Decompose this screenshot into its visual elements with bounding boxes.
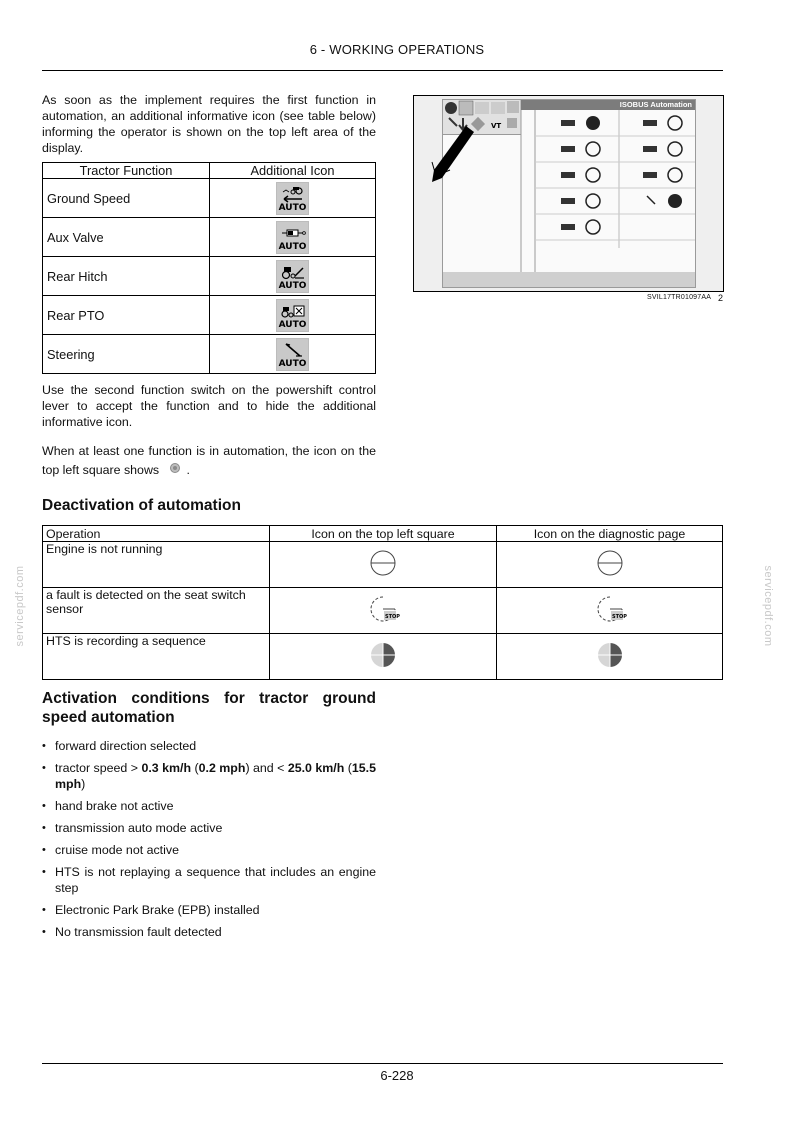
header-rule	[42, 70, 723, 71]
pointer-arrow-icon	[430, 124, 480, 184]
table-row	[43, 335, 376, 374]
isobus-screen-graphic	[443, 100, 695, 287]
isobus-automation-screenshot	[413, 95, 724, 292]
footer-rule	[42, 1063, 723, 1064]
aux-valve-auto-icon: AUTO	[276, 221, 309, 254]
list-item: • No transmission fault detected	[42, 924, 376, 940]
svg-text:STOP: STOP	[385, 614, 400, 620]
watermark-left: servicepdf.com	[14, 565, 26, 647]
activation-conditions-list	[42, 738, 376, 946]
page-number: 6-228	[380, 1068, 414, 1083]
table-row	[43, 634, 723, 680]
list-item: • transmission auto mode active	[42, 820, 376, 836]
function-name: Rear PTO	[43, 296, 210, 335]
list-item: • Electronic Park Brake (EPB) installed	[42, 902, 376, 918]
column-header-operation: Operation	[43, 526, 270, 542]
engine-off-icon	[595, 548, 625, 578]
ground-speed-auto-icon: AUTO	[276, 182, 309, 215]
function-name: Steering	[43, 335, 210, 374]
watermark-right: servicepdf.com	[762, 565, 774, 647]
table-row	[43, 296, 376, 335]
figure-reference: SVIL17TR01097AA	[647, 294, 712, 301]
intro-paragraph: As soon as the implement requires the first function in automation, an additional informative icon (see table below) informing the operator is shown on the top left area of the display.	[42, 93, 376, 155]
steering-auto-icon: AUTO	[276, 338, 309, 371]
list-item: • HTS is not replaying a sequence that includes an engine step	[42, 864, 376, 896]
operation-text: a fault is detected on the seat switch sensor	[43, 588, 270, 634]
column-header-top-left-icon: Icon on the top left square	[270, 526, 497, 542]
function-name: Rear Hitch	[43, 257, 210, 296]
table-row	[43, 542, 723, 588]
screen-title-bar: ISOBUS Automation	[521, 100, 695, 110]
operation-text: Engine is not running	[43, 542, 270, 588]
list-item: • forward direction selected	[42, 738, 376, 754]
automation-status-icon	[169, 461, 181, 480]
list-item: • hand brake not active	[42, 798, 376, 814]
column-header-function: Tractor Function	[43, 163, 210, 179]
automation-icon-paragraph: When at least one function is in automation, the icon on the top left square shows .	[42, 442, 376, 480]
function-name: Ground Speed	[43, 179, 210, 218]
hts-recording-icon	[595, 640, 625, 670]
hts-recording-icon	[368, 640, 398, 670]
figure-number: 2	[718, 293, 724, 303]
svg-text:VT: VT	[491, 122, 502, 130]
second-function-paragraph: Use the second function switch on the powershift control lever to accept the function and to hide the additional informative icon.	[42, 383, 376, 429]
seat-fault-stop-icon	[368, 594, 398, 624]
rear-hitch-auto-icon: AUTO	[276, 260, 309, 293]
list-item: • tractor speed > 0.3 km/h (0.2 mph) and < 25.0 km/h (15.5 mph)	[42, 760, 376, 792]
table-row	[43, 257, 376, 296]
column-header-diagnostic-icon: Icon on the diagnostic page	[497, 526, 723, 542]
table-row	[43, 218, 376, 257]
seat-fault-stop-icon	[595, 594, 625, 624]
operation-text: HTS is recording a sequence	[43, 634, 270, 680]
table-row	[43, 179, 376, 218]
svg-text:STOP: STOP	[611, 614, 627, 620]
engine-off-icon	[368, 548, 398, 578]
tractor-function-table	[42, 162, 376, 374]
deactivation-heading: Deactivation of automation	[42, 497, 241, 514]
deactivation-table	[42, 525, 723, 680]
table-row	[43, 588, 723, 634]
page-header-title: 6 - WORKING OPERATIONS	[309, 42, 485, 57]
rear-pto-auto-icon: AUTO	[276, 299, 309, 332]
column-header-icon: Additional Icon	[210, 163, 376, 179]
function-name: Aux Valve	[43, 218, 210, 257]
list-item: • cruise mode not active	[42, 842, 376, 858]
activation-heading: Activation conditions for tractor ground speed automation	[42, 690, 376, 726]
